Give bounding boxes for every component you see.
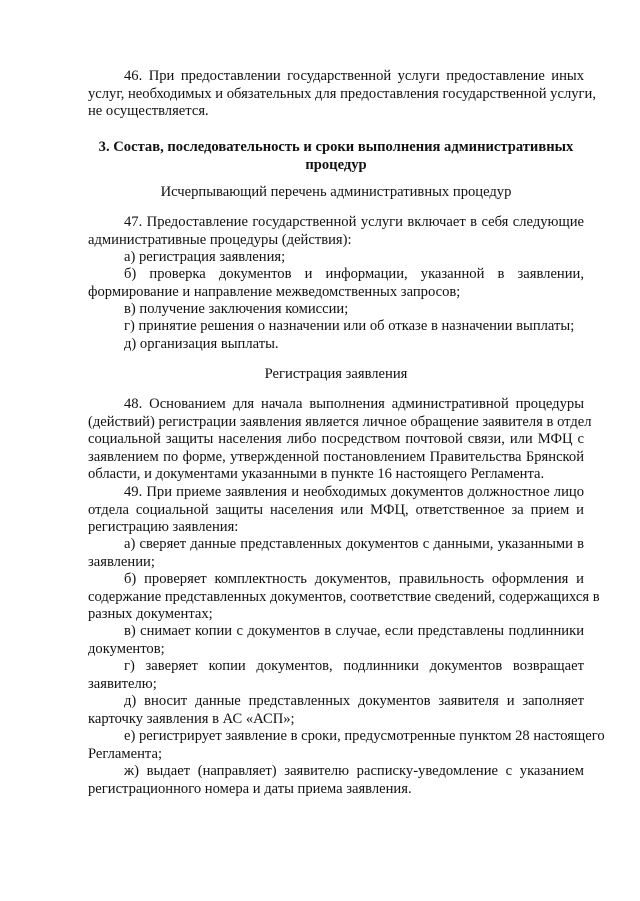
paragraph-49-item-b (88, 571, 600, 624)
paragraph-47-line-1: 47. Предоставление государственной услуги включает в себя следующие (124, 214, 584, 230)
paragraph-49-item-b-line-2: содержание представленных документов, соответствие сведений, содержащихся в (88, 588, 600, 605)
paragraph-49-item-d-line-1: д) вносит данные представленных документов заявителя и заполняет (124, 693, 584, 709)
paragraph-49-item-g-line-2: заявителю; (88, 675, 157, 692)
paragraph-47-line-2: административные процедуры (действия): (88, 231, 352, 248)
paragraph-49-line-3: регистрацию заявления: (88, 519, 239, 536)
paragraph-49-item-e-line-2: Регламента; (88, 745, 163, 762)
paragraph-47-item-b-line-2: формирование и направление межведомственных запросов; (88, 283, 461, 300)
paragraph-48-line-3: социальной защиты населения либо посредством почтовой связи, или МФЦ с (88, 431, 584, 448)
paragraph-49-item-a-line-2: заявлении; (88, 553, 155, 570)
paragraph-47-item-g-text: г) принятие решения о назначении или об отказе в назначении выплаты; (124, 318, 575, 334)
subtitle-registration: Регистрация заявления (264, 366, 408, 382)
paragraph-47-item-d-text: д) организация выплаты. (124, 336, 279, 352)
paragraph-49-item-g-line-1: г) заверяет копии документов, подлинники документов возвращает (124, 658, 584, 674)
paragraph-47-item-v-text: в) получение заключения комиссии; (124, 301, 349, 317)
paragraph-46-line-1: 46. При предоставлении государственной услуги предоставление иных (124, 68, 584, 84)
section-3-heading (88, 139, 584, 174)
paragraph-47-item-a-text: а) регистрация заявления; (124, 249, 286, 265)
paragraph-49-item-v-line-1: в) снимает копии с документов в случае, если представлены подлинники (124, 623, 584, 639)
paragraph-49-item-a-line-1: а) сверяет данные представленных документов с данными, указанными в (124, 536, 584, 552)
paragraph-47-item-a (88, 249, 584, 267)
paragraph-47-item-g (88, 318, 584, 336)
paragraph-47-item-b-line-1: б) проверка документов и информации, указанной в заявлении, (124, 266, 584, 282)
paragraph-47-item-d (88, 336, 584, 354)
paragraph-49-item-zh-line-1: ж) выдает (направляет) заявителю расписку-уведомление с указанием (124, 763, 584, 779)
paragraph-49-item-a (88, 536, 584, 571)
paragraph-49-line-2: отдела социальной защиты населения или МФЦ, ответственное за прием и (88, 501, 584, 518)
paragraph-47-item-v (88, 301, 584, 319)
section-3-heading-line-1: 3. Состав, последовательность и сроки выполнения административных (98, 139, 574, 155)
paragraph-48-line-2: (действий) регистрации заявления является личное обращение заявителя в отдел (88, 413, 592, 430)
paragraph-49-item-d (88, 693, 584, 728)
paragraph-49-item-b-line-3: разных документах; (88, 606, 213, 623)
paragraph-49-item-g (88, 658, 584, 693)
paragraph-49-item-v (88, 623, 584, 658)
paragraph-49-item-zh (88, 763, 584, 798)
paragraph-48-line-5: области, и документами указанными в пункте 16 настоящего Регламента. (88, 466, 545, 483)
paragraph-49-item-b-line-1: б) проверяет комплектность документов, правильность оформления и (124, 571, 584, 587)
paragraph-46 (88, 68, 596, 121)
paragraph-49-item-e (88, 728, 605, 763)
paragraph-48-line-1: 48. Основанием для начала выполнения административной процедуры (124, 396, 584, 412)
paragraph-46-line-2: услуг, необходимых и обязательных для предоставления государственной услуги, (88, 85, 596, 102)
paragraph-49-item-v-line-2: документов; (88, 640, 165, 657)
paragraph-49-item-d-line-2: карточку заявления в АС «АСП»; (88, 710, 295, 727)
section-3-heading-line-2: процедур (305, 156, 367, 173)
paragraph-46-line-3: не осуществляется. (88, 103, 209, 120)
paragraph-48-line-4: заявлением по форме, утвержденной постановлением Правительства Брянской (88, 448, 584, 465)
paragraph-48 (88, 396, 592, 484)
paragraph-49-line-1: 49. При приеме заявления и необходимых документов должностное лицо (124, 484, 584, 500)
paragraph-47 (88, 214, 584, 249)
subtitle-procedures-list: Исчерпывающий перечень административных процедур (160, 184, 512, 200)
paragraph-47-item-b (88, 266, 584, 301)
paragraph-49 (88, 484, 584, 537)
paragraph-49-item-zh-line-2: регистрационного номера и даты приема заявления. (88, 780, 412, 797)
paragraph-49-item-e-line-1: е) регистрирует заявление в сроки, предусмотренные пунктом 28 настоящего (124, 728, 605, 744)
